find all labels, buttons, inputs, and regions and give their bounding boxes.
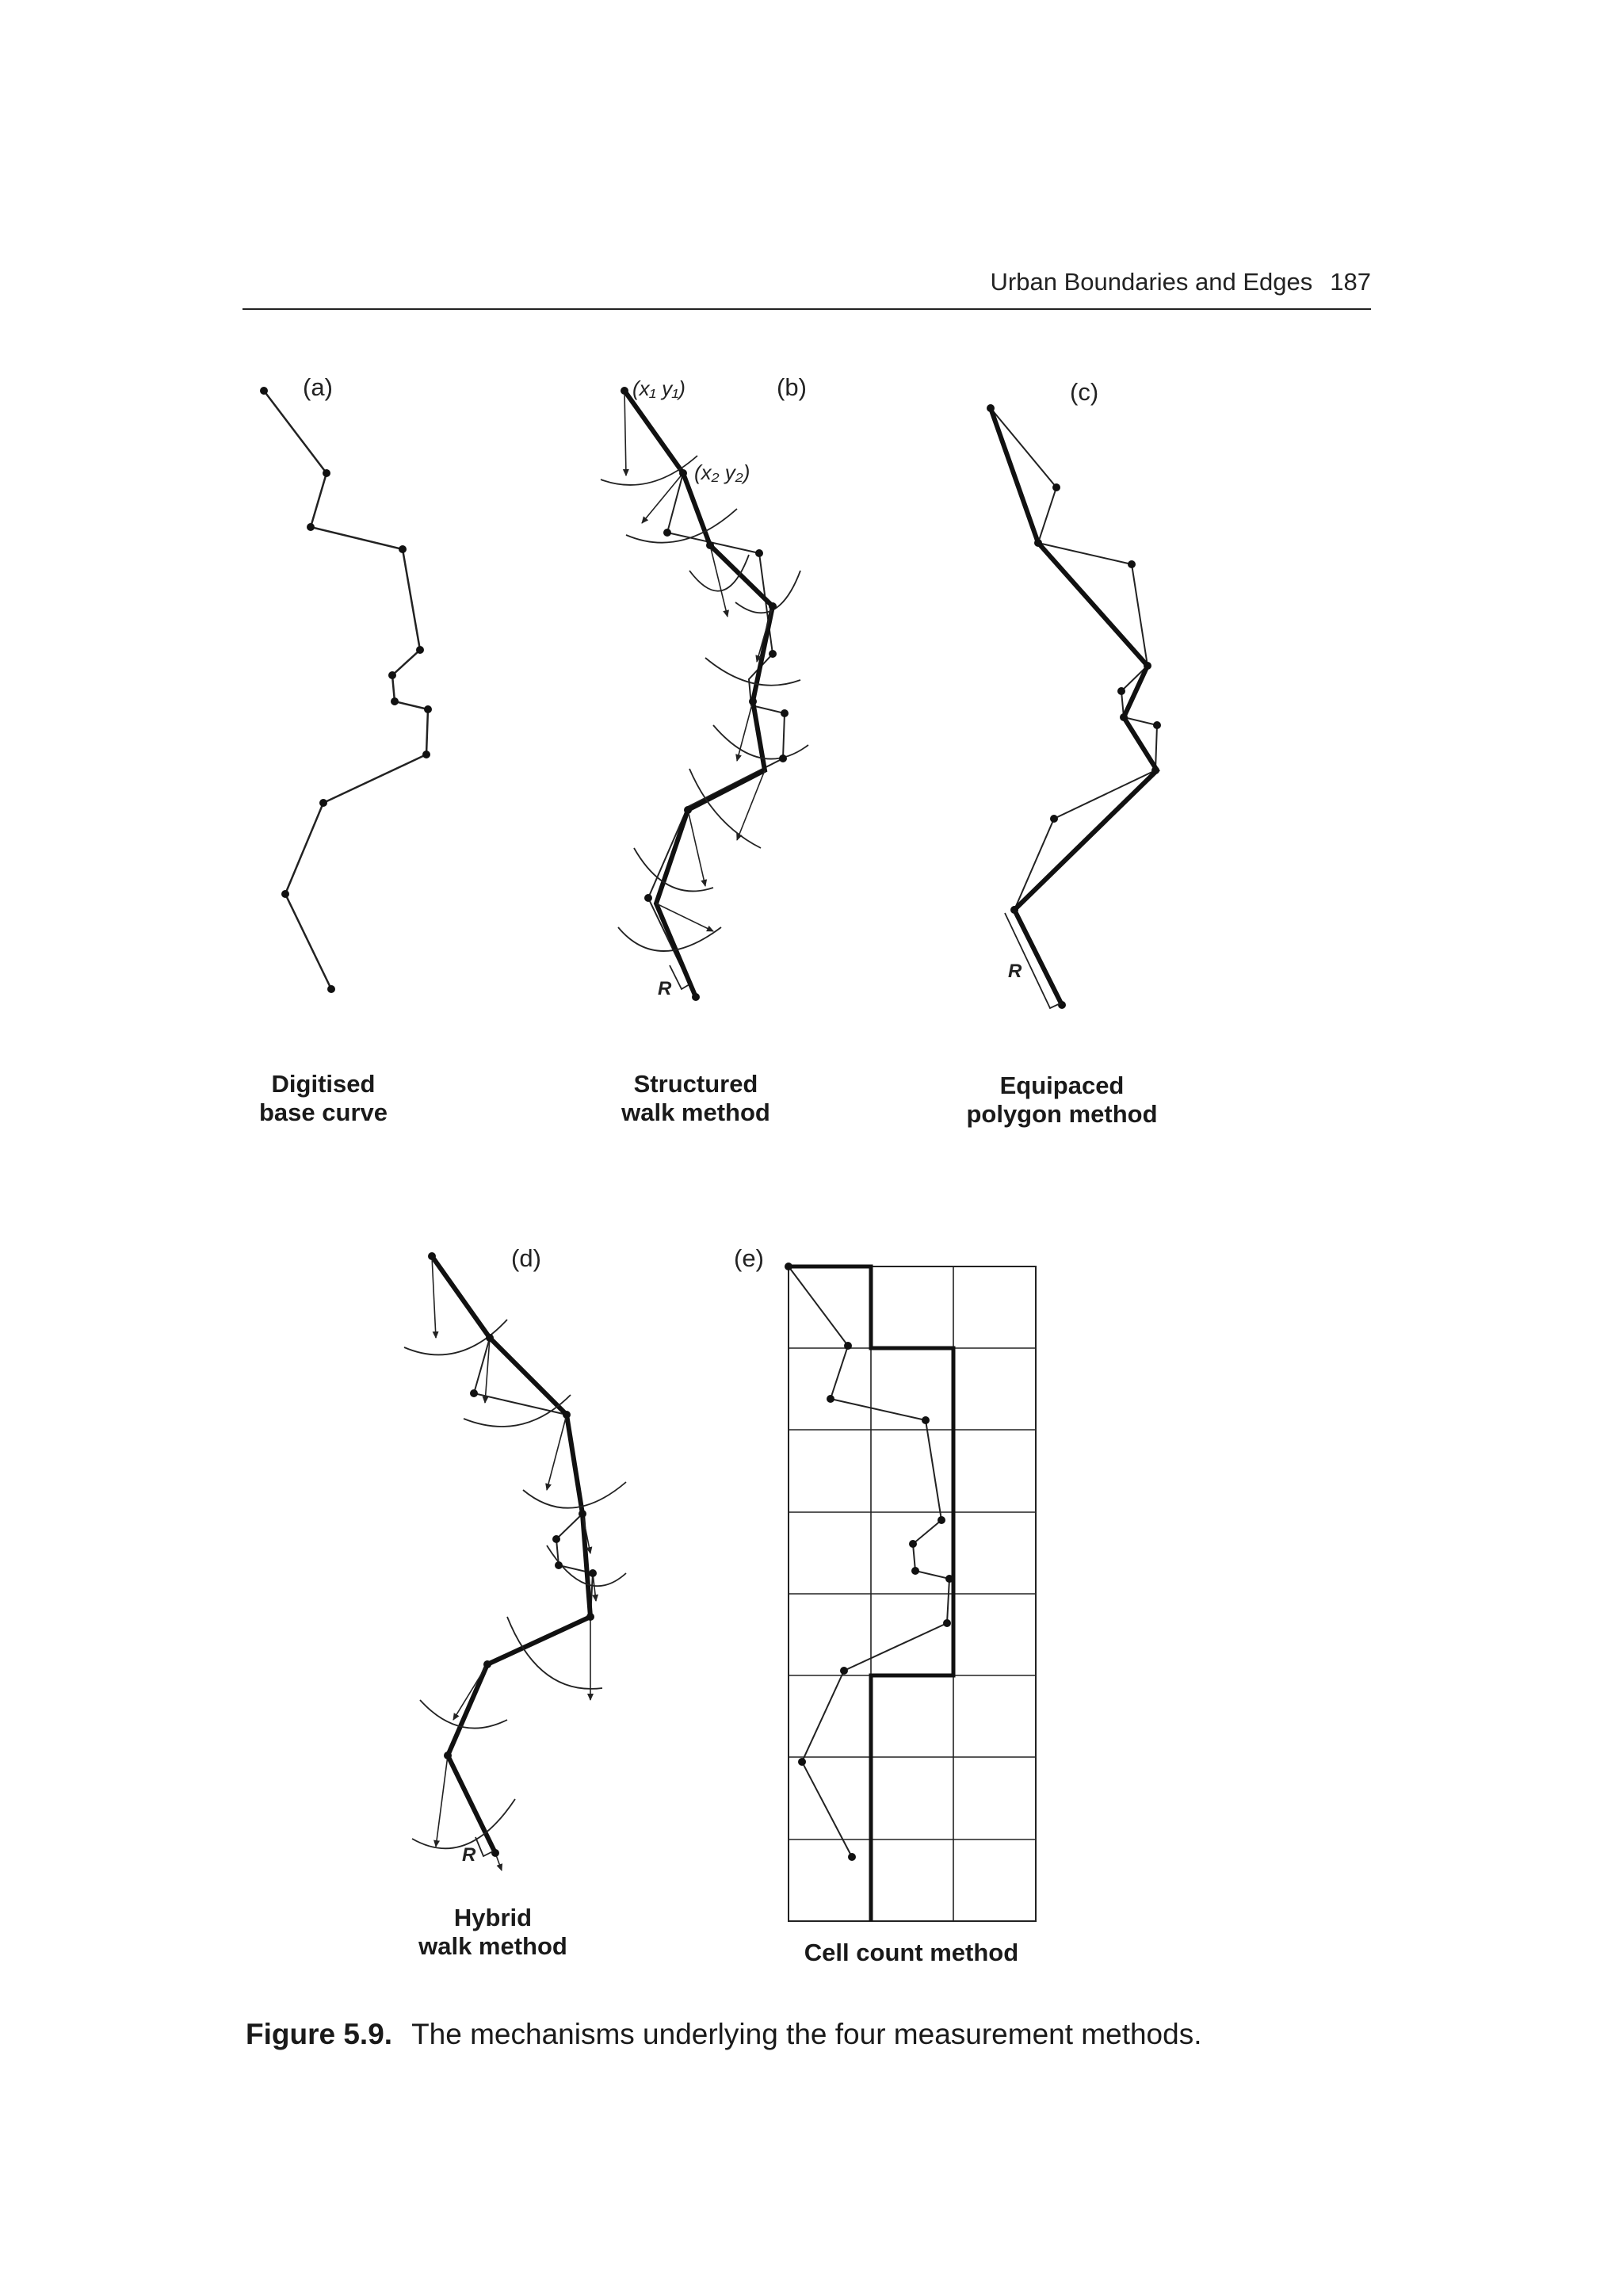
panel-c-label-line2: polygon method	[966, 1100, 1158, 1128]
figure-caption-text: The mechanisms underlying the four measurement methods.	[411, 2018, 1202, 2050]
panel-d-letter: (d)	[511, 1244, 541, 1272]
panel-b-coord2: (x₂ y₂)	[694, 460, 750, 484]
panel-b-label-line2: walk method	[621, 1098, 770, 1126]
panel-e-letter: (e)	[734, 1244, 764, 1272]
panel-b	[601, 373, 808, 1126]
panel-b-letter: (b)	[777, 373, 807, 401]
cell-grid-lines	[789, 1266, 1036, 1921]
panel-d-label-line1: Hybrid	[453, 1904, 533, 1931]
panel-b-coord1: (x₁ y₁)	[632, 376, 685, 400]
panel-b-label-line1: Structured	[633, 1070, 758, 1098]
panel-e-label: Cell count method	[804, 1939, 1019, 1966]
figure-caption-label: Figure 5.9.	[246, 2018, 393, 2050]
panel-d	[404, 1244, 626, 1960]
panel-c	[966, 378, 1161, 1128]
panel-c-r-label: R	[1008, 961, 1022, 982]
base-curve	[264, 391, 428, 989]
polygon-vertices	[987, 404, 1161, 1009]
panel-a-label-line1: Digitised	[271, 1070, 376, 1098]
page-number: 187	[1330, 268, 1371, 296]
panel-a	[259, 373, 432, 1126]
running-header-title: Urban Boundaries and Edges	[990, 268, 1313, 296]
base-curve-thin	[432, 1256, 593, 1853]
panel-c-label-line1: Equipaced	[999, 1072, 1125, 1099]
panel-d-r-label: R	[462, 1844, 476, 1866]
base-curve-vertices	[260, 387, 432, 993]
panel-a-letter: (a)	[303, 373, 333, 401]
panel-c-letter: (c)	[1070, 378, 1099, 406]
panel-e	[734, 1244, 1036, 1966]
polygon-path	[991, 408, 1157, 1005]
figure-caption	[246, 2018, 1202, 2051]
panel-d-label-line2: walk method	[418, 1932, 567, 1960]
panel-a-label-line2: base curve	[259, 1098, 388, 1126]
hybrid-path	[432, 1256, 590, 1853]
panel-b-r-label: R	[658, 978, 672, 999]
